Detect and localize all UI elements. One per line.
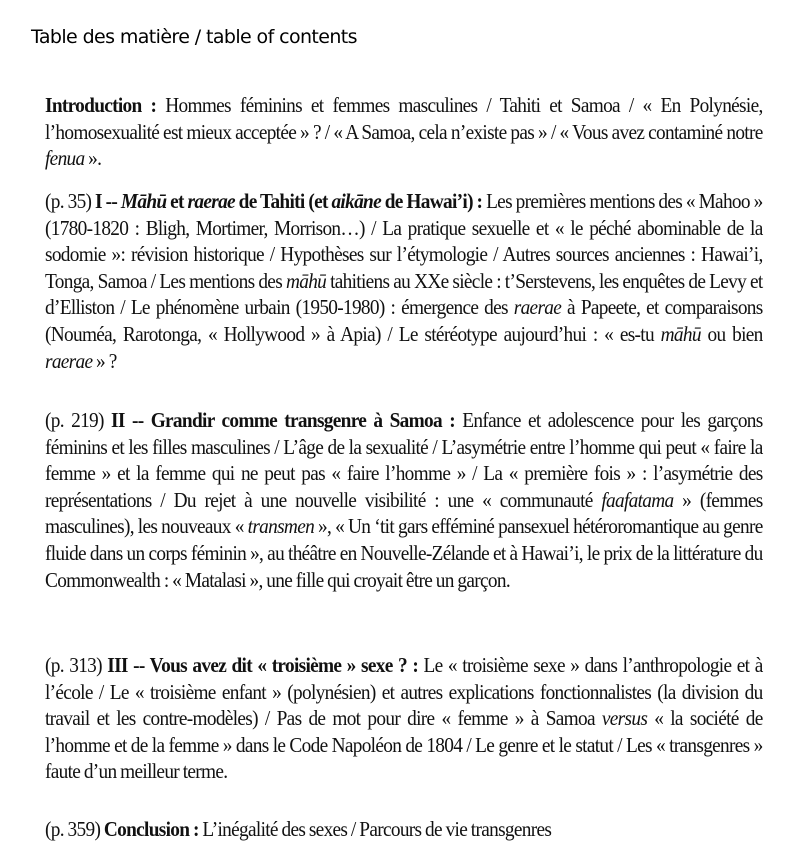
heading-italic-term: Māhū <box>120 189 167 213</box>
entry-italic-term: versus <box>601 706 648 731</box>
toc-entry-chapter-2 <box>45 407 763 593</box>
toc-entry-chapter-1 <box>45 188 763 374</box>
heading-italic-term: aikāne <box>331 189 381 213</box>
entry-heading: Conclusion : <box>103 817 199 841</box>
entry-italic-term: raerae <box>513 295 562 320</box>
entry-italic-term: transmen <box>247 514 315 539</box>
entry-text: Le « troisième sexe » dans l’anthropologie et à l’école / Le « troisième enfant » (polynésien) et autres explications fonctionnalistes (la division du travail et les contre-modèles) / Pas de mot pour dire « femme » à Samoa <box>45 653 763 731</box>
entry-italic-term: māhū <box>660 321 701 346</box>
entry-text: Enfance et adolescence pour les garçons féminins et les filles masculines / L’âge de la sexualité / L’asymétrie entre l’homme qui peut « faire la femme » et la femme qui ne peut pas « faire l’homme » / La « première fois » : l’asymétrie des représentations / Du rejet à une nouvelle visibilité : une « communauté <box>45 408 763 512</box>
entry-heading: II -- Grandir comme transgenre à Samoa : <box>111 408 455 432</box>
toc-entry-chapter-3 <box>45 652 763 785</box>
page-number: (p. 359) <box>45 817 104 841</box>
entry-italic-term: faafatama <box>601 487 674 512</box>
entry-text: ». <box>84 146 102 171</box>
entry-italic-term: fenua <box>45 146 85 171</box>
page-number: (p. 219) <box>45 408 112 432</box>
heading-part: de Hawai’i) : <box>380 189 483 213</box>
heading-part: et <box>166 189 188 213</box>
entry-text: L’inégalité des sexes / Parcours de vie transgenres <box>198 817 552 841</box>
toc-entry-introduction <box>45 92 763 172</box>
entry-text: ou bien <box>700 321 763 346</box>
heading-italic-term: raerae <box>187 189 235 213</box>
entry-heading: Introduction : <box>45 93 157 117</box>
entry-text: à Papeete, et comparaisons (Nouméa, Rarotonga, « Hollywood » à Apia) / Le stéréotype aujourd’hui : « es-tu <box>45 295 763 346</box>
heading-part: I -- <box>95 189 121 213</box>
entry-text: », « Un ‘tit gars efféminé pansexuel hétéroromantique au genre fluide dans un corps féminin », au théâtre en Nouvelle-Zélande et à Hawai’i, le prix de la littérature du Commonwealth : « Matalasi », une fille qui croyait être un garçon. <box>45 514 763 592</box>
toc-entry-conclusion <box>45 816 763 843</box>
entry-italic-term: māhū <box>285 268 327 293</box>
entry-italic-term: raerae <box>45 348 93 373</box>
entry-text: » ? <box>92 348 117 373</box>
page-number: (p. 35) <box>45 189 96 213</box>
entry-text: Hommes féminins et femmes masculines / Tahiti et Samoa / « En Polynésie, l’homosexualité est mieux acceptée » ? / « A Samoa, cela n’existe pas » / « Vous avez contaminé notre <box>45 93 763 144</box>
entry-text: » (femmes masculines), les nouveaux « <box>45 487 763 539</box>
entry-text: Les premières mentions des « Mahoo » (1780-1820 : Bligh, Mortimer, Morrison…) / La pratique sexuelle et « le péché abominable de la sodomie »: révision historique / Hypothèses sur l’étymologie / Autres sources anciennes : Hawai’i, Tonga, Samoa / Les mentions des <box>45 189 763 293</box>
entry-heading <box>95 189 482 213</box>
page-number: (p. 313) <box>45 653 108 677</box>
entry-text: tahitiens au XXe siècle : t’Serstevens, les enquêtes de Levy et d’Elliston / Le phénomène urbain (1950-1980) : émergence des <box>45 268 763 320</box>
page-title: Table des matière / table of contents <box>31 26 357 48</box>
entry-heading: III -- Vous avez dit « troisième » sexe ? : <box>107 653 419 677</box>
heading-part: de Tahiti (et <box>234 189 332 213</box>
entry-text: « la société de l’homme et de la femme » dans le Code Napoléon de 1804 / Le genre et le statut / Les « transgenres » faute d’un meilleur terme. <box>45 706 763 784</box>
